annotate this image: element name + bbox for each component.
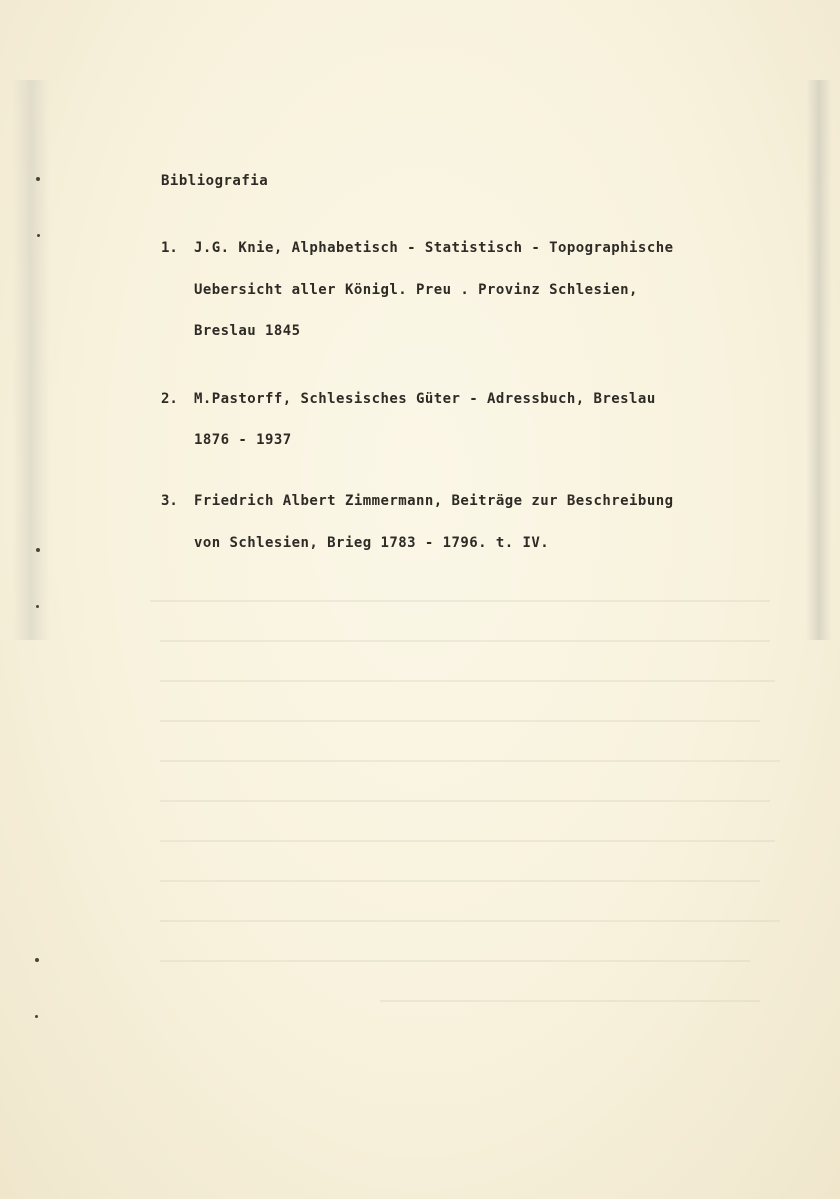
paper-edge-shadow-left	[12, 80, 50, 640]
binding-mark	[35, 1015, 38, 1018]
entry-text-line: Uebersicht aller Königl. Preu . Provinz Schlesien,	[194, 282, 638, 298]
binding-mark	[37, 234, 40, 237]
bleed-through-line	[160, 880, 760, 882]
bleed-through-line	[160, 720, 760, 722]
binding-mark	[36, 177, 40, 181]
entry-number: 2.	[161, 391, 178, 407]
bleed-through-line	[160, 920, 780, 922]
page-title: Bibliografia	[161, 173, 269, 189]
bleed-through-line	[160, 760, 780, 762]
entry-text-line: von Schlesien, Brieg 1783 - 1796. t. IV.	[194, 535, 550, 551]
binding-mark	[36, 548, 40, 552]
entry-text-line: Friedrich Albert Zimmermann, Beiträge zur Beschreibung	[194, 493, 674, 509]
bleed-through-line	[380, 1000, 760, 1002]
entry-text-line: M.Pastorff, Schlesisches Güter - Adressbuch, Breslau	[194, 391, 656, 407]
paper-edge-shadow-right	[806, 80, 832, 640]
bleed-through-line	[160, 800, 770, 802]
entry-text-line: J.G. Knie, Alphabetisch - Statistisch - Topographische	[194, 240, 674, 256]
bleed-through-line	[160, 840, 775, 842]
bleed-through-line	[150, 600, 770, 602]
entry-number: 3.	[161, 493, 178, 509]
binding-mark	[35, 958, 39, 962]
entry-text-line: Breslau 1845	[194, 323, 301, 339]
bleed-through-line	[160, 680, 775, 682]
bleed-through-line	[160, 640, 770, 642]
binding-mark	[36, 605, 39, 608]
entry-text-line: 1876 - 1937	[194, 432, 292, 448]
entry-number: 1.	[161, 240, 178, 256]
bleed-through-line	[160, 960, 750, 962]
